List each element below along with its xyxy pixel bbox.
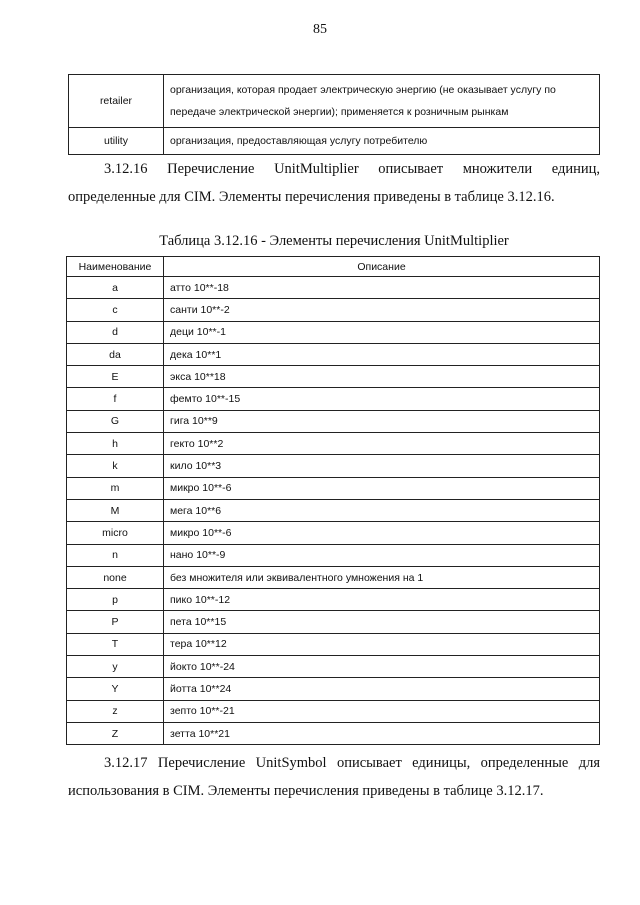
name-cell: M	[67, 499, 164, 521]
description-cell: зетта 10**21	[164, 722, 600, 744]
table-row	[67, 522, 600, 544]
table-row	[67, 656, 600, 678]
paragraph-3-12-17	[68, 749, 600, 805]
table-row	[67, 499, 600, 521]
table-row	[69, 75, 600, 128]
name-cell: a	[67, 277, 164, 299]
table-row	[67, 410, 600, 432]
table-header-row	[67, 257, 600, 277]
table-row	[69, 128, 600, 155]
table-row	[67, 299, 600, 321]
table-row	[67, 566, 600, 588]
name-cell: Z	[67, 722, 164, 744]
name-cell: G	[67, 410, 164, 432]
name-cell: Y	[67, 678, 164, 700]
description-cell: мега 10**6	[164, 499, 600, 521]
description-cell: без множителя или эквивалентного умножения на 1	[164, 566, 600, 588]
name-cell: E	[67, 366, 164, 388]
table-row	[67, 700, 600, 722]
header-name: Наименование	[67, 257, 164, 277]
description-cell: организация, которая продает электрическую энергию (не оказывает услугу по передаче электрической энергии); применяется к розничным рынкам	[164, 75, 600, 128]
table-row	[67, 388, 600, 410]
name-cell: y	[67, 656, 164, 678]
paragraph-line: определенные для CIM. Элементы перечисления приведены в таблице 3.12.16.	[68, 189, 555, 205]
description-cell: нано 10**-9	[164, 544, 600, 566]
table-caption: Таблица 3.12.16 - Элементы перечисления UnitMultiplier	[159, 233, 509, 249]
continuation-table	[68, 74, 600, 155]
name-cell: p	[67, 589, 164, 611]
table-row	[67, 455, 600, 477]
name-cell: f	[67, 388, 164, 410]
name-cell: T	[67, 633, 164, 655]
description-cell: тера 10**12	[164, 633, 600, 655]
term-cell: retailer	[69, 75, 164, 128]
table-row	[67, 277, 600, 299]
name-cell: P	[67, 611, 164, 633]
description-cell: микро 10**-6	[164, 477, 600, 499]
name-cell: z	[67, 700, 164, 722]
table-row	[67, 678, 600, 700]
table-row	[67, 544, 600, 566]
description-cell: санти 10**-2	[164, 299, 600, 321]
name-cell: k	[67, 455, 164, 477]
table-row	[67, 611, 600, 633]
table-row	[67, 633, 600, 655]
paragraph-line: 3.12.17 Перечисление UnitSymbol описывает единицы, определенные для	[104, 755, 600, 771]
description-cell: кило 10**3	[164, 455, 600, 477]
name-cell: d	[67, 321, 164, 343]
description-cell: гекто 10**2	[164, 433, 600, 455]
description-cell: гига 10**9	[164, 410, 600, 432]
description-cell: атто 10**-18	[164, 277, 600, 299]
description-cell: пета 10**15	[164, 611, 600, 633]
unit-multiplier-table	[66, 256, 600, 745]
name-cell: da	[67, 343, 164, 365]
table-body	[67, 277, 600, 745]
description-cell: организация, предоставляющая услугу потребителю	[164, 128, 600, 155]
page-number: 85	[313, 22, 327, 37]
description-cell: экса 10**18	[164, 366, 600, 388]
name-cell: m	[67, 477, 164, 499]
name-cell: none	[67, 566, 164, 588]
description-cell: зепто 10**-21	[164, 700, 600, 722]
paragraph-line: использования в CIM. Элементы перечисления приведены в таблице 3.12.17.	[68, 783, 544, 799]
table-row	[67, 321, 600, 343]
description-cell: фемто 10**-15	[164, 388, 600, 410]
paragraph-line: 3.12.16 Перечисление UnitMultiplier описывает множители единиц,	[104, 161, 600, 177]
table-row	[67, 722, 600, 744]
description-cell: пико 10**-12	[164, 589, 600, 611]
description-cell: дека 10**1	[164, 343, 600, 365]
table-row	[67, 589, 600, 611]
header-description: Описание	[164, 257, 600, 277]
paragraph-3-12-16	[68, 155, 600, 211]
table-row	[67, 366, 600, 388]
description-cell: деци 10**-1	[164, 321, 600, 343]
name-cell: n	[67, 544, 164, 566]
term-cell: utility	[69, 128, 164, 155]
description-cell: микро 10**-6	[164, 522, 600, 544]
name-cell: c	[67, 299, 164, 321]
name-cell: micro	[67, 522, 164, 544]
description-cell: йотта 10**24	[164, 678, 600, 700]
description-cell: йокто 10**-24	[164, 656, 600, 678]
table-row	[67, 343, 600, 365]
table-row	[67, 477, 600, 499]
table-row	[67, 433, 600, 455]
name-cell: h	[67, 433, 164, 455]
